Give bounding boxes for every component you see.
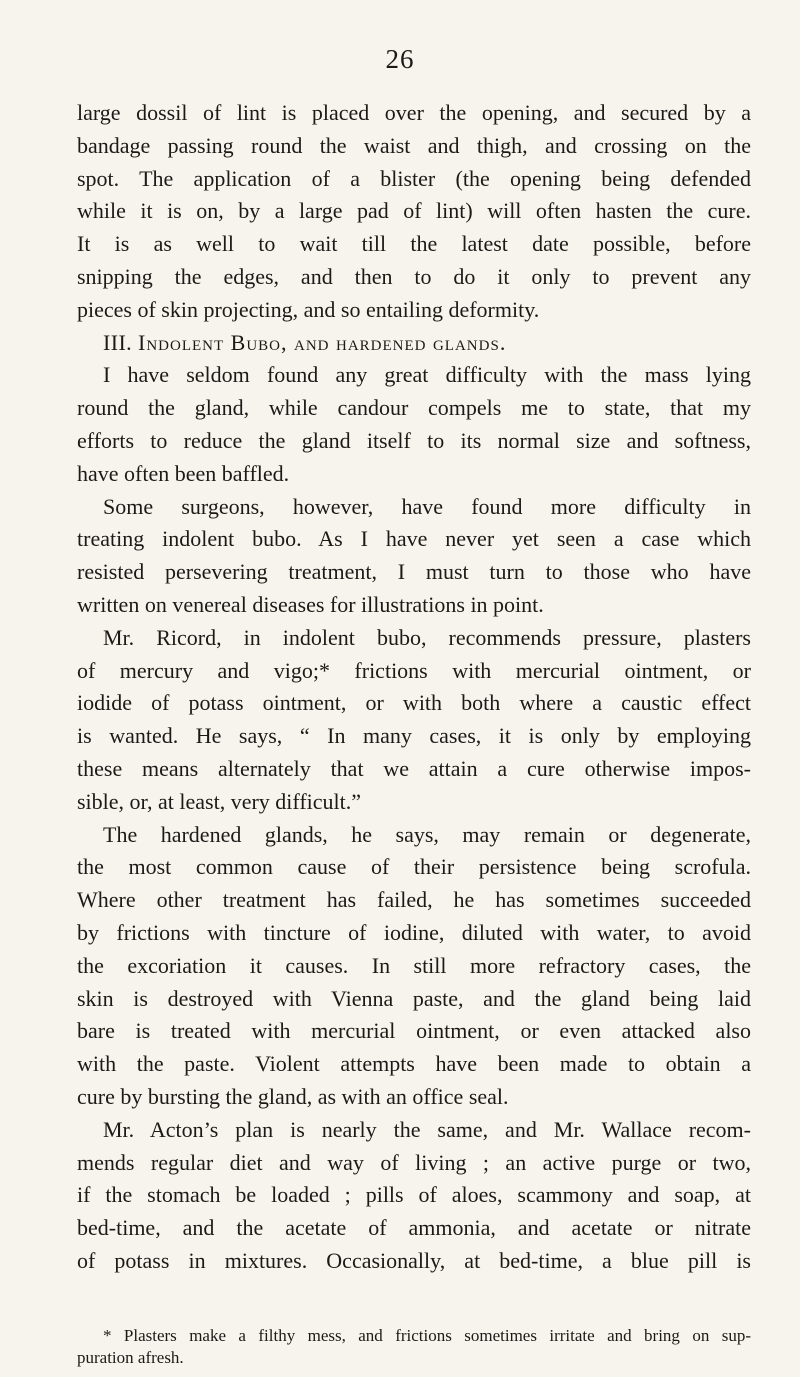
footnote: [77, 1325, 751, 1369]
text-line: have often been baffled.: [77, 460, 290, 486]
text-line: The hardened glands, he says, may remain or degenerate,: [103, 821, 751, 847]
text-line: the excoriation it causes. In still more refractory cases, the: [77, 952, 751, 978]
paragraph: [77, 622, 751, 819]
text-line: Mr. Ricord, in indolent bubo, recommends pressure, plasters: [103, 624, 751, 650]
body-text: [77, 97, 751, 1278]
text-line: by frictions with tincture of iodine, diluted with water, to avoid: [77, 919, 751, 945]
text-line: round the gland, while candour compels me to state, that my: [77, 395, 751, 421]
text-line: spot. The application of a blister (the opening being defended: [77, 165, 751, 191]
text-line: of potass in mixtures. Occasionally, at bed-time, a blue pill is: [77, 1247, 751, 1273]
text-line: pieces of skin projecting, and so entailing deformity.: [77, 296, 540, 322]
paragraph: [77, 819, 751, 1114]
section-heading: [77, 327, 751, 360]
text-line: resisted persevering treatment, I must turn to those who have: [77, 559, 751, 585]
paragraph: [77, 1114, 751, 1278]
text-line: written on venereal diseases for illustrations in point.: [77, 591, 544, 617]
text-line: sible, or, at least, very difficult.”: [77, 788, 362, 814]
paragraph: [77, 359, 751, 490]
text-line: these means alternately that we attain a cure otherwise impos-: [77, 755, 751, 781]
text-line: if the stomach be loaded ; pills of aloes, scammony and soap, at: [77, 1182, 751, 1208]
text-line: while it is on, by a large pad of lint) will often hasten the cure.: [77, 198, 751, 224]
text-line: Some surgeons, however, have found more difficulty in: [103, 493, 751, 519]
text-line: I have seldom found any great difficulty with the mass lying: [103, 362, 751, 388]
text-line: with the paste. Violent attempts have been made to obtain a: [77, 1051, 751, 1077]
text-line: Mr. Acton’s plan is nearly the same, and Mr. Wallace recom-: [103, 1116, 751, 1142]
paragraph-continuation: [77, 97, 751, 327]
text-line: iodide of potass ointment, or with both where a caustic effect: [77, 690, 751, 716]
text-line: cure by bursting the gland, as with an office seal.: [77, 1083, 509, 1109]
text-line: bed-time, and the acetate of ammonia, and acetate or nitrate: [77, 1215, 751, 1241]
section-numeral: III.: [103, 329, 133, 355]
text-line: large dossil of lint is placed over the opening, and secured by a: [77, 100, 751, 125]
page-number: 26: [385, 44, 415, 74]
text-line: is wanted. He says, “ In many cases, it is only by employing: [77, 723, 751, 749]
text-line: efforts to reduce the gland itself to its normal size and softness,: [77, 427, 751, 453]
text-line: bare is treated with mercurial ointment, or even attacked also: [77, 1018, 751, 1044]
text-line: Where other treatment has failed, he has sometimes succeeded: [77, 887, 751, 913]
text-line: the most common cause of their persistence being scrofula.: [77, 854, 751, 880]
text-line: mends regular diet and way of living ; an active purge or two,: [77, 1149, 751, 1175]
text-line: skin is destroyed with Vienna paste, and the gland being laid: [77, 985, 751, 1011]
text-line: treating indolent bubo. As I have never yet seen a case which: [77, 526, 751, 552]
paragraph: [77, 491, 751, 622]
text-line: It is as well to wait till the latest date possible, before: [77, 231, 751, 257]
section-title: Indolent Bubo, and hardened glands.: [138, 329, 507, 355]
footnote-line: * Plasters make a filthy mess, and frictions sometimes irritate and bring on sup-: [103, 1326, 751, 1345]
footnote-line: puration afresh.: [77, 1348, 184, 1367]
text-line: of mercury and vigo;* frictions with mercurial ointment, or: [77, 657, 751, 683]
text-line: snipping the edges, and then to do it only to prevent any: [77, 263, 751, 289]
text-line: bandage passing round the waist and thigh, and crossing on the: [77, 132, 751, 158]
